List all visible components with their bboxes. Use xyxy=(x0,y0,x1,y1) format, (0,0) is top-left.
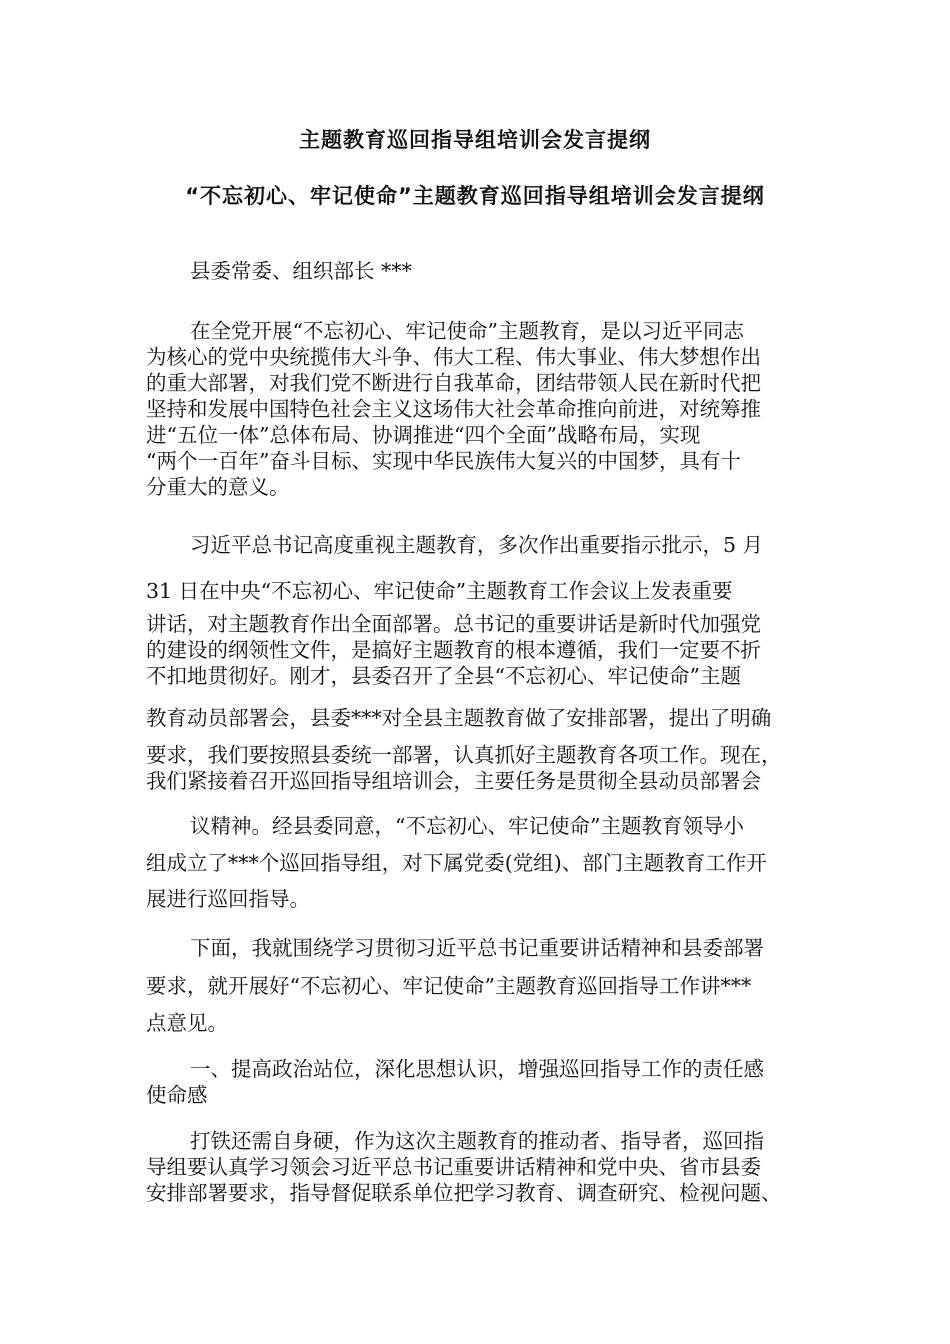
text-line: 在全党开展“不忘初心、牢记使命”主题教育，是以习近平同志 xyxy=(190,319,744,343)
text-line: 31 日在中央“不忘初心、牢记使命”主题教育工作会议上发表重要 xyxy=(146,579,733,603)
text-line: 打铁还需自身硬，作为这次主题教育的推动者、指导者，巡回指 xyxy=(190,1129,764,1153)
text-line: 要求，就开展好“不忘初心、牢记使命”主题教育巡回指导工作讲*** xyxy=(146,974,752,998)
document-title: 主题教育巡回指导组培训会发言提纲 xyxy=(299,128,651,152)
text-line: 要求，我们要按照县委统一部署，认真抓好主题教育各项工作。现在， xyxy=(146,743,782,767)
text-line: 议精神。经县委同意，“不忘初心、牢记使命”主题教育领导小 xyxy=(190,814,744,838)
text-line: “两个一百年”奋斗目标、实现中华民族伟大复兴的中国梦，具有十 xyxy=(146,449,741,473)
text-line: 导组要认真学习领会习近平总书记重要讲话精神和党中央、省市县委 xyxy=(146,1155,761,1179)
text-line: 坚持和发展中国特色社会主义这场伟大社会革命推向前进，对统筹推 xyxy=(146,397,761,421)
text-line: 进“五位一体”总体布局、协调推进“四个全面”战略布局，实现 xyxy=(146,423,701,447)
text-line: 不扣地贯彻好。刚才，县委召开了全县“不忘初心、牢记使命”主题 xyxy=(146,664,741,688)
text-line: 组成立了***个巡回指导组，对下属党委(党组)、部门主题教育工作开 xyxy=(146,851,767,875)
text-line: 习近平总书记高度重视主题教育，多次作出重要指示批示，5 月 xyxy=(190,533,764,557)
text-line: 安排部署要求，指导督促联系单位把学习教育、调查研究、检视问题、 xyxy=(146,1181,782,1205)
section-heading-cont: 使命感 xyxy=(146,1083,208,1107)
section-heading: 一、提高政治站位，深化思想认识，增强巡回指导工作的责任感 xyxy=(190,1057,764,1081)
document-subtitle: “不忘初心、牢记使命”主题教育巡回指导组培训会发言提纲 xyxy=(185,184,765,208)
author-line: 县委常委、组织部长 *** xyxy=(190,259,412,283)
text-line: 的建设的纲领性文件，是搞好主题教育的根本遵循，我们一定要不折 xyxy=(146,638,761,662)
text-line: 展进行巡回指导。 xyxy=(146,887,310,911)
text-line: 分重大的意义。 xyxy=(146,475,290,499)
text-line: 讲话，对主题教育作出全面部署。总书记的重要讲话是新时代加强党 xyxy=(146,612,761,636)
text-line: 教育动员部署会，县委***对全县主题教育做了安排部署，提出了明确 xyxy=(146,706,772,730)
text-line: 我们紧接着召开巡回指导组培训会，主要任务是贯彻全县动员部署会 xyxy=(146,769,761,793)
text-line: 的重大部署，对我们党不断进行自我革命，团结带领人民在新时代把 xyxy=(146,371,761,395)
text-line: 为核心的党中央统揽伟大斗争、伟大工程、伟大事业、伟大梦想作出 xyxy=(146,345,761,369)
text-line: 下面，我就围绕学习贯彻习近平总书记重要讲话精神和县委部署 xyxy=(190,936,764,960)
text-line: 点意见。 xyxy=(146,1011,228,1035)
